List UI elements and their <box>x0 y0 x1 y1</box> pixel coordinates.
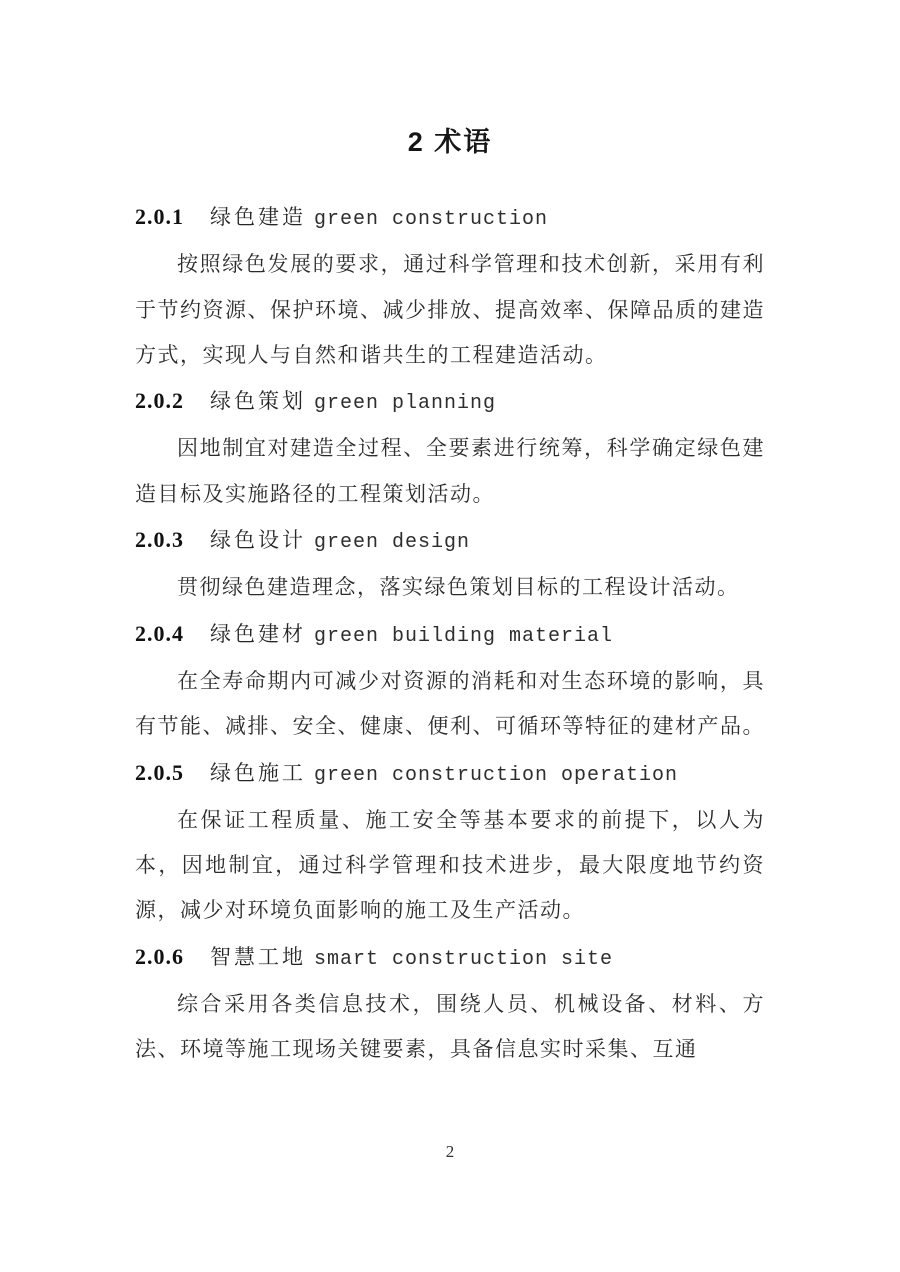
term-entry <box>135 611 765 750</box>
term-number: 2.0.4 <box>135 620 184 646</box>
term-chinese: 绿色施工 <box>210 760 306 785</box>
term-english: green design <box>314 531 471 555</box>
term-heading <box>135 611 765 659</box>
term-entry <box>135 750 765 934</box>
term-chinese: 绿色设计 <box>210 528 306 553</box>
term-chinese: 绿色策划 <box>210 389 306 414</box>
term-chinese: 智慧工地 <box>210 944 306 969</box>
term-english: green construction operation <box>314 763 679 787</box>
page-number: 2 <box>445 1142 455 1161</box>
term-entry <box>135 934 765 1073</box>
term-definition: 在保证工程质量、施工安全等基本要求的前提下，以人为本，因地制宜，通过科学管理和技术进步，最大限度地节约资源，减少对环境负面影响的施工及生产活动。 <box>135 807 765 923</box>
term-heading <box>135 934 765 982</box>
term-entry <box>135 517 765 611</box>
term-heading <box>135 517 765 565</box>
term-definition: 贯彻绿色建造理念，落实绿色策划目标的工程设计活动。 <box>177 575 740 600</box>
term-entry <box>135 378 765 517</box>
term-number: 2.0.3 <box>135 527 184 553</box>
term-english: smart construction site <box>314 947 614 971</box>
term-chinese: 绿色建材 <box>210 621 306 646</box>
term-definition: 按照绿色发展的要求，通过科学管理和技术创新，采用有利于节约资源、保护环境、减少排放、提高效率、保障品质的建造方式，实现人与自然和谐共生的工程建造活动。 <box>135 252 765 367</box>
term-english: green planning <box>314 392 497 416</box>
term-definition: 综合采用各类信息技术，围绕人员、机械设备、材料、方法、环境等施工现场关键要素，具备信息实时采集、互通 <box>135 992 765 1062</box>
term-english: green construction <box>314 208 549 231</box>
term-number: 2.0.2 <box>135 388 184 414</box>
term-number: 2.0.6 <box>135 943 184 969</box>
term-heading <box>135 194 765 242</box>
term-entry <box>135 194 765 378</box>
term-definition: 因地制宜对建造全过程、全要素进行统筹，科学确定绿色建造目标及实施路径的工程策划活动。 <box>135 436 765 506</box>
term-heading <box>135 378 765 426</box>
term-definition: 在全寿命期内可减少对资源的消耗和对生态环境的影响，具有节能、减排、安全、健康、便利、可循环等特征的建材产品。 <box>135 668 765 739</box>
term-english: green building material <box>314 624 614 648</box>
chapter-title: 2 术语 <box>407 127 493 157</box>
terms-list <box>0 194 900 1073</box>
term-number: 2.0.5 <box>135 759 184 785</box>
term-number: 2.0.1 <box>135 204 184 229</box>
term-chinese: 绿色建造 <box>210 205 306 229</box>
term-heading <box>135 750 765 798</box>
